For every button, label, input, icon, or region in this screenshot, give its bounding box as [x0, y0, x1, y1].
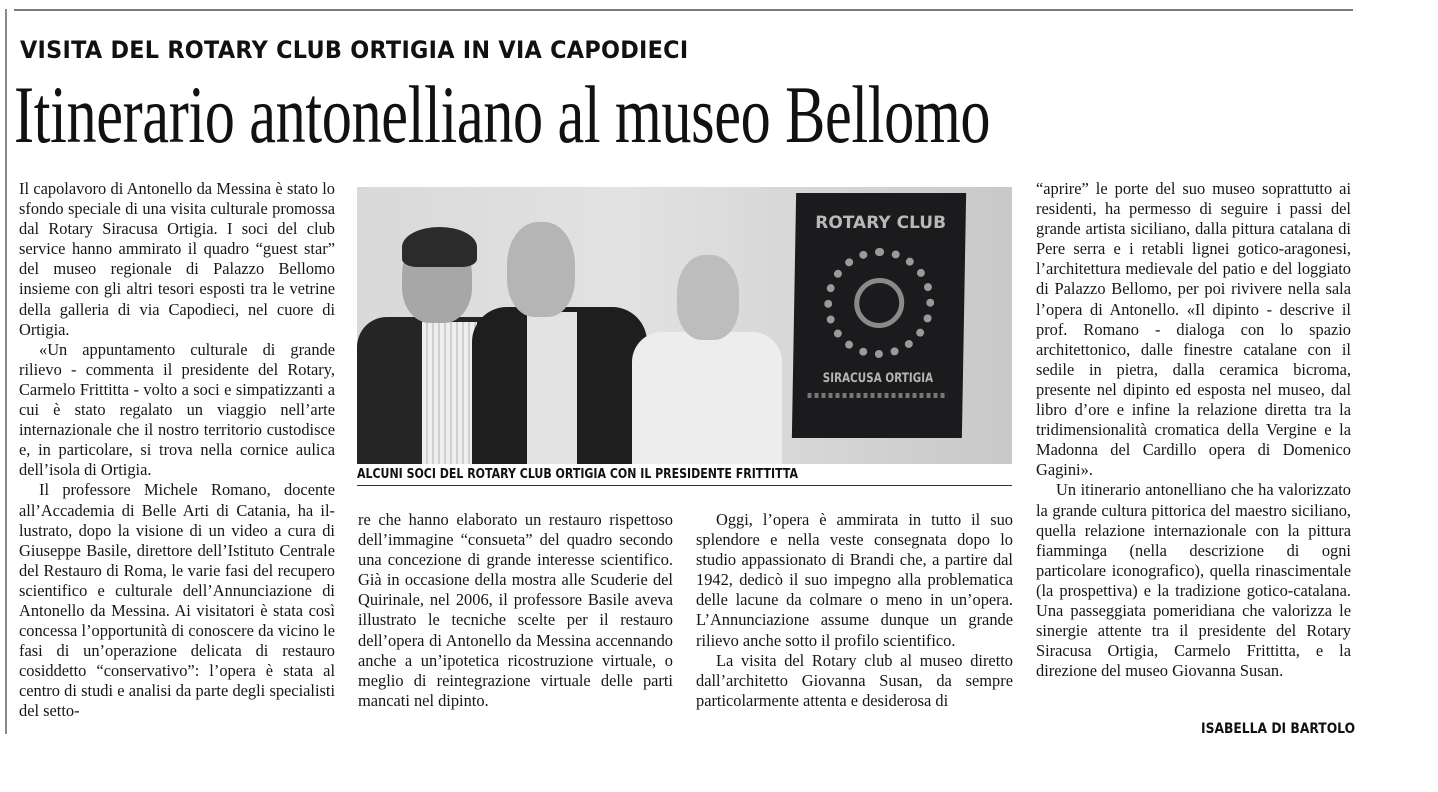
- byline-text: ISABELLA DI BARTOLO: [1201, 721, 1356, 737]
- paragraph: Un itinerario antonelliano che ha valorizzato la grande cultura pittorica del maestro siciliano, quella relazione internazionale con la pittura fiamminga (nella descrizione di ogni particolare iconografico), quella rinascimentale (la prospettiva) e la tradizione gotico-catalana. Una passeggiata pomeridiana che valorizza le sinergie attente tra il presidente del Rotary Siracusa Ortigia, Carmelo Frittitta, e la direzione del museo Giovanna Susan.: [1036, 480, 1351, 681]
- article-column-4: [1036, 179, 1351, 681]
- person-shirt: [422, 322, 477, 464]
- article-headline: Itinerario antonelliano al museo Bellomo: [14, 69, 991, 160]
- banner-small-text: [808, 393, 948, 398]
- banner-subtitle: SIRACUSA ORTIGIA: [822, 371, 934, 386]
- rotary-wheel-icon: [823, 248, 935, 358]
- banner-title: ROTARY CLUB: [815, 213, 947, 233]
- top-rule-divider: [14, 9, 1353, 11]
- article-column-3: [696, 510, 1013, 711]
- person-head: [507, 222, 575, 317]
- article-column-2: [358, 510, 673, 711]
- paragraph: “aprire” le porte del suo museo soprattutto ai residenti, ha permesso di seguire i passi del grande artista siciliano, dalla pittura catalana di Pere serra e i retabli lignei gotico-aragonesi, l’architettura medievale del patio e del loggiato di Palazzo Bellomo, per poi rivivere nella sala l’opera di Antonello. «Il dipinto - descrive il prof. Romano - dialoga con lo spazio architettonico, dalle finestre catalane con il sedile in pietra, dalla ceramica bicroma, presente nel dipinto ed esposta nel museo, dal libro d’ore e infine la relazione diretta tra la tridimensionalità cromatica della Vergine e la Madonna del Cardillo opera di Domenico Gagini».: [1036, 179, 1351, 480]
- caption-text: ALCUNI SOCI DEL ROTARY CLUB ORTIGIA CON IL PRESIDENTE FRITTITTA: [357, 467, 798, 482]
- rotary-banner: [792, 193, 966, 438]
- person-shirt: [527, 312, 577, 464]
- person-head: [677, 255, 739, 340]
- paragraph: re che hanno elaborato un restauro rispettoso dell’immagine “consueta” del quadro secondo una concezione di grande interesse scientifico. Già in occasione della mostra alle Scuderie del Quirinale, nel 2006, il professore Basile aveva illustrato le tecniche scelte per il restauro dell’opera di Antonello da Messina accennando anche a un’ipotetica ricostruzione virtuale, o meglio di reintegrazione virtuale delle parti mancati nel dipinto.: [358, 510, 673, 710]
- paragraph: Oggi, l’opera è ammirata in tutto il suo splendore e nella veste consegnata dopo lo studio appassionato di Brandi che, a partire dal 1942, dedicò il suo impegno alla problematica delle lacune da colmare o meno in un’opera. L’Annunciazione assume dunque un grande rilievo anche sotto il profilo scientifico.: [696, 510, 1013, 650]
- paragraph: «Un appuntamento culturale di grande rilievo - commenta il presidente del Rotary, Carmelo Frittitta - volto a soci e simpatizzanti a cui è stato regalato un viaggio nell’arte internazionale che il nostro territorio custodisce e, in particolare, si trova nella cornice aulica dell’isola di Ortigia.: [19, 339, 335, 480]
- article-column-1: [19, 179, 335, 722]
- person-figure: [632, 332, 782, 464]
- paragraph: La visita del Rotary club al museo diretto dall’architetto Giovanna Susan, da sempre particolarmente attenta e desiderosa di: [696, 650, 1013, 710]
- photo-caption: [357, 467, 1012, 486]
- paragraph: Il professore Michele Romano, docente all’Accademia di Belle Arti di Catania, ha illustrato, dopo la visione di un video a cura di Giuseppe Basile, direttore dell’Istituto Centrale del Restauro di Roma, le varie fasi del recupero scientifico e culturale dell’Annunciazione di Antonello da Messina. Ai visitatori è stata così concessa l’opportunità di conoscere da vicino le fasi di un’operazione delicata di restauro cosiddetto “conservativo”: l’opera è stata al centro di studi e analisi da parte degli specialisti del setto-: [19, 480, 335, 721]
- person-hair: [402, 227, 477, 267]
- paragraph: Il capolavoro di Antonello da Messina è stato lo sfondo speciale di una visita culturale promossa dal Rotary Siracusa Ortigia. I soci del club service hanno ammirato il quadro “guest star” del museo regionale di Palazzo Bellomo insieme con gli altri tesori esposti tra le vetrine della galleria di via Capodieci, nel cuore di Ortigia.: [19, 179, 335, 339]
- article-byline: [1180, 721, 1356, 737]
- article-kicker: VISITA DEL ROTARY CLUB ORTIGIA IN VIA CAPODIECI: [20, 36, 689, 64]
- article-photo: [357, 187, 1012, 464]
- left-rule-divider: [5, 9, 7, 734]
